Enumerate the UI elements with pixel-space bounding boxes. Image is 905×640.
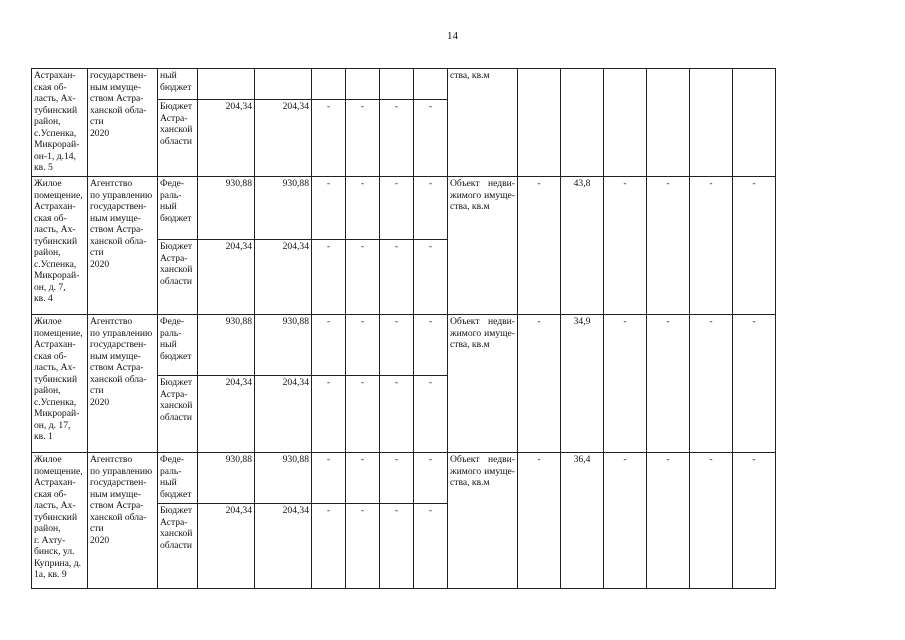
dash-cell: - — [312, 240, 346, 315]
dash-cell: - — [604, 315, 647, 453]
agency-cell-line: 2020 — [90, 396, 110, 408]
dash-cell: - — [414, 177, 448, 240]
address-cell-line: ласть, Ах- — [34, 500, 76, 511]
dash-cell: - — [690, 453, 733, 589]
address-cell-line: Астрахан- — [34, 70, 76, 81]
dash-cell: - — [647, 177, 690, 315]
table-row — [32, 453, 776, 504]
dash-cell: - — [414, 240, 448, 315]
amount-cell: 930,88 — [255, 453, 312, 504]
dash-cell: - — [414, 315, 448, 376]
empty-cell — [647, 69, 690, 177]
empty-cell — [346, 69, 380, 100]
address-cell-line: он, д. 17, — [34, 419, 71, 431]
budget-cell — [158, 376, 198, 453]
agency-cell-line: по управлению — [90, 465, 153, 477]
dash-cell: - — [733, 177, 776, 315]
address-cell-line: Жилое — [34, 178, 62, 189]
address-cell-line: кв. 1 — [34, 431, 53, 442]
dash-cell: - — [346, 315, 380, 376]
address-cell-line: ская об- — [34, 81, 67, 93]
budget-cell — [158, 100, 198, 177]
agency-cell-line: ханской обла- — [90, 373, 147, 385]
dash-cell: - — [518, 315, 561, 453]
dash-cell: - — [380, 315, 414, 376]
budget-cell — [158, 177, 198, 240]
amount-cell: 930,88 — [198, 315, 255, 376]
address-cell-line: помещение, — [34, 465, 83, 477]
address-cell — [32, 453, 88, 589]
agency-cell-line: ством Астра- — [90, 500, 144, 511]
dash-cell: - — [312, 177, 346, 240]
budget-cell-line: области — [160, 539, 193, 551]
address-cell-line: бинск, ул. — [34, 546, 75, 557]
agency-cell-line: ханской обла- — [90, 104, 147, 116]
dash-cell: - — [380, 100, 414, 177]
dash-cell: - — [733, 315, 776, 453]
agency-cell-line: ством Астра- — [90, 224, 144, 235]
dash-cell: - — [414, 100, 448, 177]
object-type-cell: Объект недви-жимого имуще-ства, кв.м — [448, 177, 518, 315]
budget-cell-line: области — [160, 135, 193, 147]
empty-cell — [561, 69, 604, 177]
agency-cell-line: ханской обла- — [90, 235, 147, 247]
address-cell-line: кв. 5 — [34, 162, 53, 173]
agency-cell-line: 2020 — [90, 127, 110, 139]
dash-cell: - — [312, 453, 346, 504]
address-cell-line: район, — [34, 116, 61, 127]
agency-cell-line: ным имуще- — [90, 488, 141, 500]
agency-cell-line: Агентство — [90, 454, 133, 465]
agency-cell-line: сти — [90, 116, 104, 127]
amount-cell: 930,88 — [255, 177, 312, 240]
dash-cell: - — [312, 376, 346, 453]
budget-cell-line: ханской — [160, 528, 193, 539]
address-cell-line: с.Успенка, — [34, 396, 77, 408]
address-cell-line: Жилое — [34, 316, 62, 327]
address-cell-line: район, — [34, 247, 61, 258]
empty-cell — [690, 69, 733, 177]
agency-cell-line: ным имуще- — [90, 350, 141, 362]
budget-cell-line: бюджет — [160, 488, 192, 500]
agency-cell-line: Агентство — [90, 316, 133, 327]
dash-cell: - — [604, 177, 647, 315]
address-cell-line: ласть, Ах- — [34, 93, 76, 104]
property-table — [31, 68, 776, 589]
agency-cell-line: государствен- — [90, 339, 147, 350]
budget-cell-line: раль- — [160, 465, 182, 477]
agency-cell-line: 2020 — [90, 534, 110, 546]
budget-cell-line: ный — [160, 70, 177, 81]
empty-cell — [255, 69, 312, 100]
dash-cell: - — [380, 177, 414, 240]
budget-cell — [158, 504, 198, 589]
table-row — [32, 315, 776, 376]
object-type-cell: Объект недви-жимого имуще-ства, кв.м — [448, 315, 518, 453]
amount-cell: 204,34 — [198, 504, 255, 589]
address-cell-line: ласть, Ах- — [34, 224, 76, 235]
budget-cell — [158, 453, 198, 504]
dash-cell: - — [414, 376, 448, 453]
area-cell: 36,4 — [561, 453, 604, 589]
dash-cell: - — [647, 315, 690, 453]
address-cell — [32, 69, 88, 177]
empty-cell — [518, 69, 561, 177]
agency-cell-line: по управлению — [90, 327, 153, 339]
address-cell-line: помещение, — [34, 327, 83, 339]
dash-cell: - — [414, 504, 448, 589]
amount-cell: 204,34 — [198, 376, 255, 453]
budget-cell-line: области — [160, 411, 193, 423]
dash-cell: - — [346, 376, 380, 453]
address-cell-line: г. Ахту- — [34, 534, 66, 546]
budget-cell-line: Бюджет — [160, 241, 193, 252]
address-cell-line: 1а, кв. 9 — [34, 569, 67, 580]
dash-cell: - — [414, 453, 448, 504]
budget-cell-line: Астра- — [160, 252, 188, 264]
agency-cell-line: сти — [90, 523, 104, 534]
dash-cell: - — [733, 453, 776, 589]
address-cell-line: с.Успенка, — [34, 127, 77, 139]
dash-cell: - — [346, 453, 380, 504]
dash-cell: - — [518, 453, 561, 589]
empty-cell — [380, 69, 414, 100]
page-number: 14 — [447, 30, 458, 42]
agency-cell-line: ным имуще- — [90, 81, 141, 93]
budget-cell — [158, 69, 198, 100]
dash-cell: - — [518, 177, 561, 315]
budget-cell-line: ханской — [160, 124, 193, 135]
agency-cell-line: ством Астра- — [90, 93, 144, 104]
address-cell-line: район, — [34, 385, 61, 396]
address-cell-line: ская об- — [34, 350, 67, 362]
dash-cell: - — [380, 376, 414, 453]
agency-cell-line: государствен- — [90, 70, 147, 81]
address-cell-line: Микрорай- — [34, 270, 80, 281]
dash-cell: - — [380, 240, 414, 315]
address-cell-line: Астрахан- — [34, 201, 76, 212]
agency-cell-line: сти — [90, 247, 104, 258]
budget-cell-line: ный — [160, 477, 177, 488]
address-cell-line: Астрахан- — [34, 477, 76, 488]
address-cell-line: тубинский — [34, 511, 78, 523]
budget-cell-line: Астра- — [160, 388, 188, 400]
address-cell-line: Микрорай- — [34, 139, 80, 150]
amount-cell: 204,34 — [198, 240, 255, 315]
dash-cell: - — [380, 453, 414, 504]
dash-cell: - — [604, 453, 647, 589]
agency-cell — [88, 69, 158, 177]
address-cell — [32, 315, 88, 453]
dash-cell: - — [380, 504, 414, 589]
budget-cell-line: Бюджет — [160, 505, 193, 516]
table-row — [32, 69, 776, 100]
table-body — [32, 69, 776, 589]
agency-cell — [88, 315, 158, 453]
address-cell-line: кв. 4 — [34, 293, 53, 304]
address-cell-line: помещение, — [34, 189, 83, 201]
budget-cell-line: ханской — [160, 400, 193, 411]
amount-cell: 204,34 — [255, 100, 312, 177]
budget-cell — [158, 240, 198, 315]
dash-cell: - — [346, 504, 380, 589]
budget-cell-line: Феде- — [160, 178, 185, 189]
address-cell-line: Жилое — [34, 454, 62, 465]
address-cell-line: тубинский — [34, 235, 78, 247]
budget-cell-line: бюджет — [160, 212, 192, 224]
agency-cell-line: ханской обла- — [90, 511, 147, 523]
agency-cell-line: по управлению — [90, 189, 153, 201]
budget-cell-line: бюджет — [160, 350, 192, 362]
agency-cell-line: сти — [90, 385, 104, 396]
dash-cell: - — [346, 177, 380, 240]
table-row — [32, 177, 776, 240]
agency-cell — [88, 453, 158, 589]
budget-cell-line: бюджет — [160, 81, 192, 93]
dash-cell: - — [690, 177, 733, 315]
budget-cell-line: раль- — [160, 327, 182, 339]
budget-cell-line: ный — [160, 339, 177, 350]
agency-cell-line: государствен- — [90, 477, 147, 488]
area-cell: 43,8 — [561, 177, 604, 315]
empty-cell — [733, 69, 776, 177]
amount-cell: 204,34 — [255, 504, 312, 589]
empty-cell — [414, 69, 448, 100]
amount-cell: 204,34 — [198, 100, 255, 177]
agency-cell-line: ством Астра- — [90, 362, 144, 373]
amount-cell: 930,88 — [255, 315, 312, 376]
budget-cell-line: Астра- — [160, 516, 188, 528]
budget-cell-line: Бюджет — [160, 377, 193, 388]
address-cell-line: с.Успенка, — [34, 258, 77, 270]
agency-cell-line: ным имуще- — [90, 212, 141, 224]
budget-cell-line: Феде- — [160, 316, 185, 327]
address-cell-line: тубинский — [34, 373, 78, 385]
dash-cell: - — [346, 100, 380, 177]
amount-cell: 930,88 — [198, 177, 255, 240]
empty-cell — [312, 69, 346, 100]
address-cell-line: он, д. 7, — [34, 281, 66, 293]
budget-cell-line: Феде- — [160, 454, 185, 465]
dash-cell: - — [312, 100, 346, 177]
amount-cell: 204,34 — [255, 376, 312, 453]
budget-cell-line: Астра- — [160, 112, 188, 124]
budget-cell-line: Бюджет — [160, 101, 193, 112]
area-cell: 34,9 — [561, 315, 604, 453]
address-cell-line: Микрорай- — [34, 408, 80, 419]
agency-cell-line: 2020 — [90, 258, 110, 270]
address-cell-line: он-1, д.14, — [34, 150, 76, 162]
dash-cell: - — [346, 240, 380, 315]
amount-cell: 930,88 — [198, 453, 255, 504]
dash-cell: - — [690, 315, 733, 453]
address-cell-line: ская об- — [34, 212, 67, 224]
address-cell-line: Куприна, д. — [34, 557, 82, 569]
address-cell-line: тубинский — [34, 104, 78, 116]
dash-cell: - — [312, 315, 346, 376]
object-type-cell: ства, кв.м — [448, 69, 518, 177]
address-cell-line: ская об- — [34, 488, 67, 500]
empty-cell — [198, 69, 255, 100]
agency-cell-line: Агентство — [90, 178, 133, 189]
dash-cell: - — [647, 453, 690, 589]
address-cell-line: Астрахан- — [34, 339, 76, 350]
budget-cell — [158, 315, 198, 376]
object-type-cell: Объект недви-жимого имуще-ства, кв.м — [448, 453, 518, 589]
amount-cell: 204,34 — [255, 240, 312, 315]
address-cell-line: ласть, Ах- — [34, 362, 76, 373]
budget-cell-line: ханской — [160, 264, 193, 275]
empty-cell — [604, 69, 647, 177]
address-cell — [32, 177, 88, 315]
budget-cell-line: раль- — [160, 189, 182, 201]
agency-cell — [88, 177, 158, 315]
dash-cell: - — [312, 504, 346, 589]
budget-cell-line: области — [160, 275, 193, 287]
address-cell-line: район, — [34, 523, 61, 534]
budget-cell-line: ный — [160, 201, 177, 212]
agency-cell-line: государствен- — [90, 201, 147, 212]
